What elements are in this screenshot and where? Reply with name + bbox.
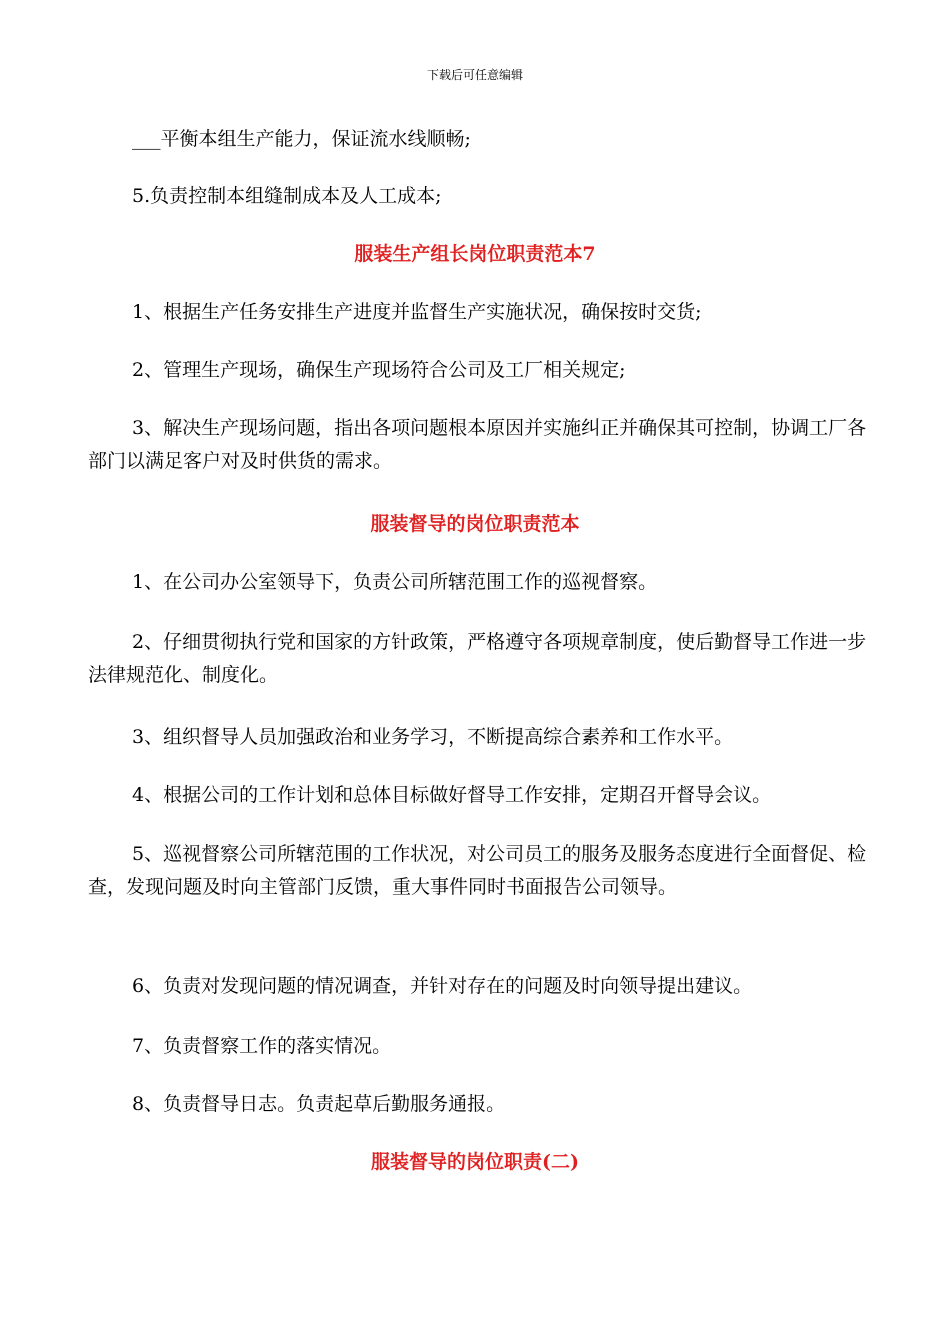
intro-line-2: 5.负责控制本组缝制成本及人工成本;	[132, 185, 442, 207]
section2-item-4: 4、根据公司的工作计划和总体目标做好督导工作安排，定期召开督导会议。	[132, 784, 772, 806]
section2-item-5: 5、巡视督察公司所辖范围的工作状况，对公司员工的服务及服务态度进行全面督促、检查，发现问题及时向主管部门反馈，重大事件同时书面报告公司领导。	[88, 843, 867, 898]
section-title-2: 服装督导的岗位职责范本	[370, 513, 580, 535]
section-title-1: 服装生产组长岗位职责范本7	[354, 243, 596, 265]
section1-item-3: 3、解决生产现场问题，指出各项问题根本原因并实施纠正并确保其可控制，协调工厂各部门以满足客户对及时供货的需求。	[88, 417, 867, 472]
section2-item-1: 1、在公司办公室领导下，负责公司所辖范围工作的巡视督察。	[132, 571, 658, 593]
section1-item-1: 1、根据生产任务安排生产进度并监督生产实施状况，确保按时交货;	[132, 301, 702, 323]
intro-line-1: ___平衡本组生产能力，保证流水线顺畅;	[132, 128, 471, 150]
section2-item-6: 6、负责对发现问题的情况调查，并针对存在的问题及时向领导提出建议。	[132, 975, 753, 997]
section1-item-2: 2、管理生产现场，确保生产现场符合公司及工厂相关规定;	[132, 359, 626, 381]
section2-item-7: 7、负责督察工作的落实情况。	[132, 1035, 392, 1057]
section2-item-8: 8、负责督导日志。负责起草后勤服务通报。	[132, 1093, 506, 1115]
page-header: 下载后可任意编辑	[426, 68, 523, 82]
section2-item-2: 2、仔细贯彻执行党和国家的方针政策，严格遵守各项规章制度，使后勤督导工作进一步法律规范化、制度化。	[88, 631, 867, 686]
section-title-3: 服装督导的岗位职责(二)	[371, 1151, 579, 1173]
section2-item-3: 3、组织督导人员加强政治和业务学习，不断提高综合素养和工作水平。	[132, 726, 734, 748]
